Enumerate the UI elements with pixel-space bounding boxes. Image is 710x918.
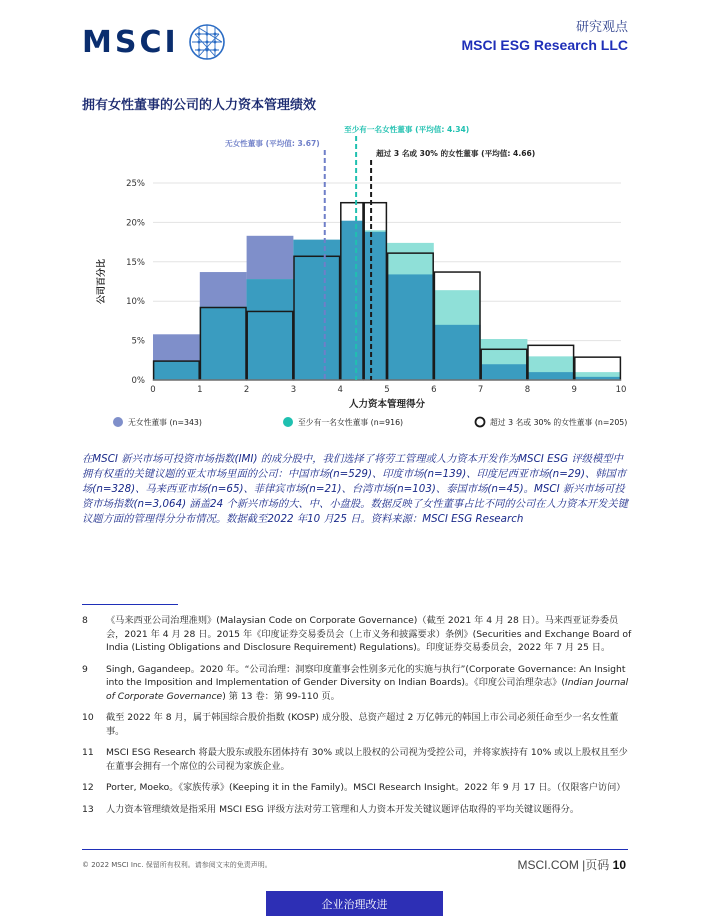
histogram-chart <box>82 118 632 436</box>
msci-logo <box>82 22 227 62</box>
legend-marker <box>476 418 485 427</box>
company-name: MSCI ESG Research LLC <box>461 37 628 53</box>
bar-overlap <box>200 307 247 380</box>
x-tick-label: 9 <box>571 385 577 395</box>
footnote-number: 12 <box>82 782 94 793</box>
x-tick-label: 3 <box>290 385 297 395</box>
footnote-text: Porter, Moeko。《家族传承》(Keeping it in the Family)。MSCI Research Insight。2022 年 9 月 17 日。（仅限客户访问） <box>106 782 626 793</box>
footnotes <box>82 614 632 824</box>
x-tick-label: 8 <box>524 385 531 395</box>
legend-label: 至少有一名女性董事 (n=916) <box>298 418 404 427</box>
bar-overlap <box>247 279 294 380</box>
bar-overlap <box>481 364 528 380</box>
footnote-number: 11 <box>82 747 94 758</box>
footnote-divider <box>82 604 178 605</box>
footnote-number: 13 <box>82 803 94 815</box>
footer-divider <box>82 849 628 850</box>
footnote-text <box>106 663 632 704</box>
footnote-text-a: Singh, Gagandeep。2020 年。“公司治理：洞察印度董事会性别多元化的实施与执行”(Corporate Governance: An Insight into the Imposition and Implementation of Gender Diversity on Indian Boards)。《印度公司治理杂志》( <box>106 663 626 688</box>
footnote-text: 《马来西亚公司治理准则》(Malaysian Code on Corporate Governance)（截至 2021 年 4 月 28 日）。马来西亚证券委员会，2021 年 4 月 28 日。2015 年《印度证券交易委员会（上市义务和披露要求）条例》(Securities and Exchange Board of India (Listing Obligations and Disclosure Requirement) Regulations)。印度证券交易委员会，2022 年 7 月 25 日。 <box>106 615 632 653</box>
page-label: |页码 <box>582 858 610 872</box>
mean-line-label: 超过 3 名或 30% 的女性董事 (平均值: 4.66) <box>376 149 536 158</box>
x-tick-label: 7 <box>477 385 484 395</box>
footnote-12 <box>82 781 632 795</box>
bar-overlap <box>527 372 574 380</box>
x-tick-label: 0 <box>150 385 156 395</box>
legend-label: 无女性董事 (n=343) <box>128 418 202 427</box>
x-axis-title: 人力资本管理得分 <box>348 399 426 410</box>
footnote-text: 人力资本管理绩效是指采用 MSCI ESG 评级方法对劳工管理和人力资本开发关键议题评估取得的平均关键议题得分。 <box>106 803 580 815</box>
x-tick-label: 1 <box>197 385 203 395</box>
footnote-10 <box>82 711 632 738</box>
copyright: © 2022 MSCI Inc. 保留所有权利。请参阅文末的免责声明。 <box>82 861 272 869</box>
footnote-number: 9 <box>82 663 88 675</box>
legend-label: 超过 3 名或 30% 的女性董事 (n=205) <box>490 418 628 427</box>
y-tick-label: 10% <box>126 297 145 308</box>
x-tick-label: 4 <box>337 385 343 395</box>
section-tab[interactable]: 企业治理改进 <box>266 891 443 916</box>
journal-title: Indian Journal of Corporate Governance <box>106 677 629 702</box>
page-number: 10 <box>612 858 626 872</box>
y-tick-label: 15% <box>126 257 145 268</box>
legend-marker <box>283 417 293 427</box>
bar-overlap <box>364 232 387 380</box>
footnote-number: 8 <box>82 615 88 626</box>
y-axis-title: 公司百分比 <box>97 258 107 305</box>
header-right <box>462 16 629 53</box>
footnote-text: 截至 2022 年 8 月，属于韩国综合股价指数 (KOSP) 成分股、总资产超过 2 万亿韩元的韩国上市公司必须任命至少一名女性董事。 <box>106 712 619 737</box>
doc-kind: 研究观点 <box>575 20 628 35</box>
bar-overlap <box>340 221 363 380</box>
bar-overlap <box>153 361 200 380</box>
x-tick-label: 5 <box>384 385 390 395</box>
footnote-text: MSCI ESG Research 将最大股东或股东团体持有 30% 或以上股权的公司视为受控公司，并将家族持有 10% 或以上股权且至少在董事会拥有一个席位的公司视为家族企业。 <box>106 747 628 772</box>
globe-network-icon <box>187 22 227 62</box>
footnote-13 <box>82 803 632 817</box>
footnote-text-b: ) 第 13 卷：第 99-110 页。 <box>222 690 340 702</box>
bar-overlap <box>293 240 340 380</box>
y-tick-label: 0% <box>131 376 145 386</box>
bar-overlap <box>434 325 481 380</box>
site-link[interactable]: MSCI.COM <box>517 858 579 872</box>
legend-marker <box>113 417 123 427</box>
x-tick-label: 10 <box>615 385 627 395</box>
mean-line-label: 至少有一名女性董事 (平均值: 4.34) <box>344 125 470 134</box>
logo-text: MSCI <box>82 24 179 60</box>
footnote-number: 10 <box>82 712 94 723</box>
x-tick-label: 6 <box>431 385 437 395</box>
y-tick-label: 25% <box>126 179 145 189</box>
y-tick-label: 5% <box>131 336 145 347</box>
mean-line-label: 无女性董事 (平均值: 3.67) <box>224 139 320 148</box>
bar-overlap <box>387 274 434 380</box>
section-title: 拥有女性董事的公司的人力资本管理绩效 <box>82 98 317 113</box>
y-tick-label: 20% <box>126 218 145 229</box>
footnote-9 <box>82 663 632 704</box>
figure-caption: 在MSCI 新兴市场可投资市场指数(IMI) 的成分股中，我们选择了将劳工管理或人力资本开发作为MSCI ESG 评级模型中拥有权重的关键议题的亚太市场里面的公司：中国市场(n=529)、印度市场(n=139)、印度尼西亚市场(n=29)、韩国市场(n=328)、马来西亚市场(n=65)、菲律宾市场(n=21)、台湾市场(n=103)、泰国市场(n=45)。MSCI 新兴市场可投资市场指数(n=3,064) 涵盖24 个新兴市场的大、中、小盘股。数据反映了女性董事占比不同的公司在人力资本开发关键议题方面的管理得分分布情况。数据截至2022 年10 月25 日。资料来源：MSCI ESG Research <box>82 453 628 525</box>
footnote-8 <box>82 614 632 655</box>
footnote-11 <box>82 746 632 773</box>
x-tick-label: 2 <box>243 385 250 395</box>
page-info <box>517 856 626 873</box>
